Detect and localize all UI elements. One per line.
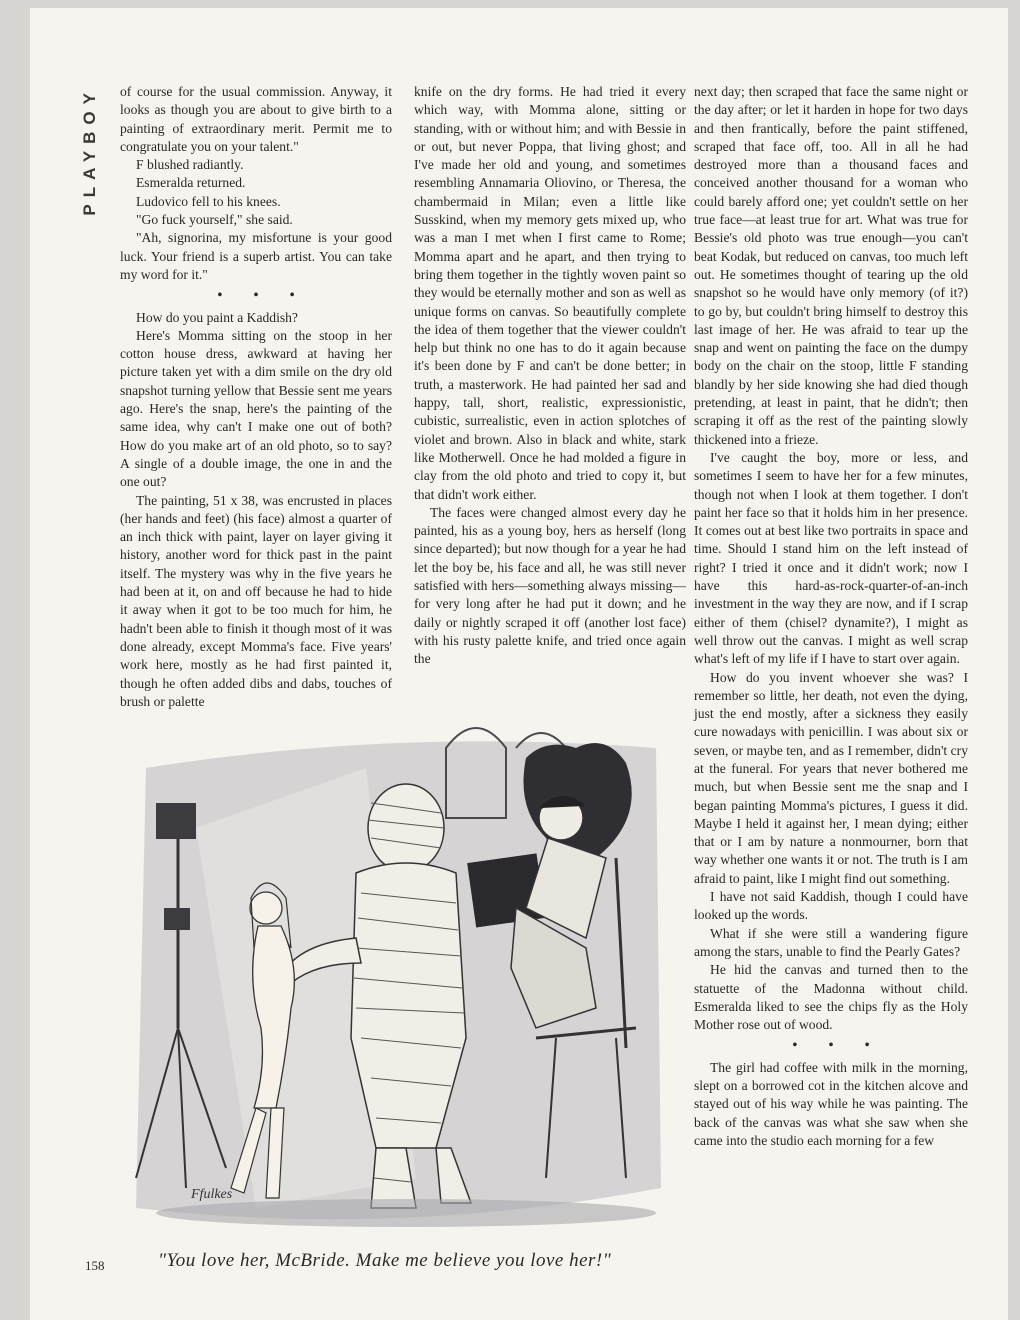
- paragraph: "Ah, signorina, my misfortune is your good luck. Your friend is a superb artist. You can take my word for it.": [120, 230, 392, 282]
- paragraph: The girl had coffee with milk in the morning, slept on a borrowed cot in the kitchen alcove and stayed out of his way while he was painting. The back of the canvas was what she saw when she came into the studio each morning for a few: [694, 1059, 968, 1148]
- paragraph: He hid the canvas and turned then to the statuette of the Madonna without child. Esmeralda liked to see the chips fly as the Holy Mother rose out of wood.: [694, 962, 968, 1033]
- paragraph: How do you invent whoever she was? I remember so little, her death, not even the dying, just the end mostly, after a sickness they easily cure nowadays with penicillin. I was about six or seven, or maybe ten, and as I remember, didn't cry at the funeral. For years that never bothered me much, but when Bessie sent me the snap and I began painting Momma's pictures, I guess it did. Maybe I held it against her, I mean dying; either that or I am by nature a nonmourner, born that way whether one wants it or not. The truth is I am afraid to paint, like I might find out something.: [694, 669, 968, 886]
- paragraph: of course for the usual commission. Anyway, it looks as though you are about to give birth to a painting of extraordinary merit. Permit me to congratulate you on your talent.": [120, 84, 392, 154]
- text-column-3: [694, 83, 968, 1150]
- page-number: 158: [85, 1258, 105, 1273]
- paragraph: "Go fuck yourself," she said.: [136, 212, 293, 228]
- paragraph: I've caught the boy, more or less, and sometimes I seem to have her for a few minutes, though not when I look at them together. I don't paint her face so that it holds him in her presence. It comes out at best like two portraits in space and time. Should I stand him on the left instead of right? I tried it once and it didn't work; now I have this hard-as-rock-quarter-of-an-inch investment in the way they are now, and if I scrap either of them (chisel? dynamite?), I might as well throw out the canvas. I might as well scrap what's left of my life if I have to start over again.: [694, 449, 968, 667]
- cartoon-caption: "You love her, McBride. Make me believe you love her!": [158, 1250, 612, 1271]
- magazine-title: PLAYBOY: [80, 86, 99, 216]
- paragraph: F blushed radiantly.: [136, 157, 244, 173]
- section-separator: • • •: [792, 1037, 884, 1053]
- paragraph: What if she were still a wandering figure among the stars, unable to find the Pearly Gates?: [694, 925, 968, 959]
- text-column-1: [120, 83, 392, 711]
- paragraph: Here's Momma sitting on the stoop in her cotton house dress, awkward at having her picture taken yet with a dim smile on the dry old snapshot turning yellow that Bessie sent me years ago. Here's the snap, here's the painting of the same idea, why can't I make one out of both? How do you make art of an old photo, so to say? A single of a double image, the one in and the one out?: [120, 327, 392, 490]
- paragraph: How do you paint a Kaddish?: [136, 309, 298, 325]
- cartoon-illustration: [116, 708, 676, 1238]
- paragraph: Esmeralda returned.: [136, 175, 246, 191]
- paragraph: The painting, 51 x 38, was encrusted in places (her hands and feet) (his face) almost a quarter of an inch thick with paint, layer on layer giving it history, another word for thick past in the paint itself. The mystery was why in the five years he had been at it, on and off because he had to hide it away when it got to be too much for him, he hadn't been able to finish it though most of it was done already, except Momma's face. Five years' work here, mostly as he had first painted it, though he often added dibs and dabs, touches of brush or palette: [120, 492, 392, 709]
- text-column-2: [414, 83, 686, 669]
- section-separator: • • •: [217, 287, 309, 303]
- paragraph: The faces were changed almost every day he painted, his as a young boy, hers as herself (long since departed); but now though for a year he had let the boy be, his face and all, he was still never satisfied with hers—something always missing—for very long after he had put it down; and he daily or nightly scraped it off (another lost face) with his rusty palette knife, and tried once again the: [414, 504, 686, 667]
- magazine-page: [30, 8, 1008, 1320]
- paragraph: I have not said Kaddish, though I could have looked up the words.: [694, 889, 968, 923]
- artist-signature: Ffulkes: [191, 1187, 233, 1202]
- paragraph: knife on the dry forms. He had tried it every which way, with Momma alone, sitting or standing, with or without him; and with Bessie in or out, but never Poppa, that living ghost; and I've made her old and young, and sometimes resembling Annamaria Oliovino, or Theresa, the chambermaid in Milan; even a little like Susskind, when my memory gets mixed up, who was a man I met when I first came to Rome; Momma apart and he apart, and then trying to bring them together in the tightly woven paint so they would be eternally mother and son as well as unique forms on canvas. So beautifully complete the idea of them together that the viewer couldn't help but think no one has to do it again because it's been done by F and can't be done better; in truth, a masterwork. He had painted her sad and happy, tall, short, realistic, expressionistic, cubistic, surrealistic, even in action splotches of violet and brown. Also in black and white, stark like Motherwell. Once he had molded a figure in clay from the old photo and tried to copy it, but that didn't work either.: [414, 84, 686, 502]
- paragraph: Ludovico fell to his knees.: [136, 193, 281, 209]
- cartoon-drawing: [116, 708, 676, 1238]
- paragraph: next day; then scraped that face the same night or the day after; or let it harden in hope for two days and then frantically, before the paint stiffened, scraped that face off, too. All in all he had destroyed more than a thousand faces and conceived another thousand for a woman who could barely afford one; yet couldn't settle on her true face—at least true for art. What was true for Bessie's old photo was true enough—you can't beat Kodak, but reduced on canvas, too much left out. He sometimes thought of tearing up the old snapshot so he would have only memory (of it?) to go by, but couldn't bring himself to destroy this last image of her. He was afraid to tear up the snap and went on painting the face on the dumpy body on the chair on the stoop, little F standing blandly by her side knowing she had died though pretending, at least in paint, that he didn't; then scraping it off as the rest of the painting slowly thickened into a frieze.: [694, 84, 968, 447]
